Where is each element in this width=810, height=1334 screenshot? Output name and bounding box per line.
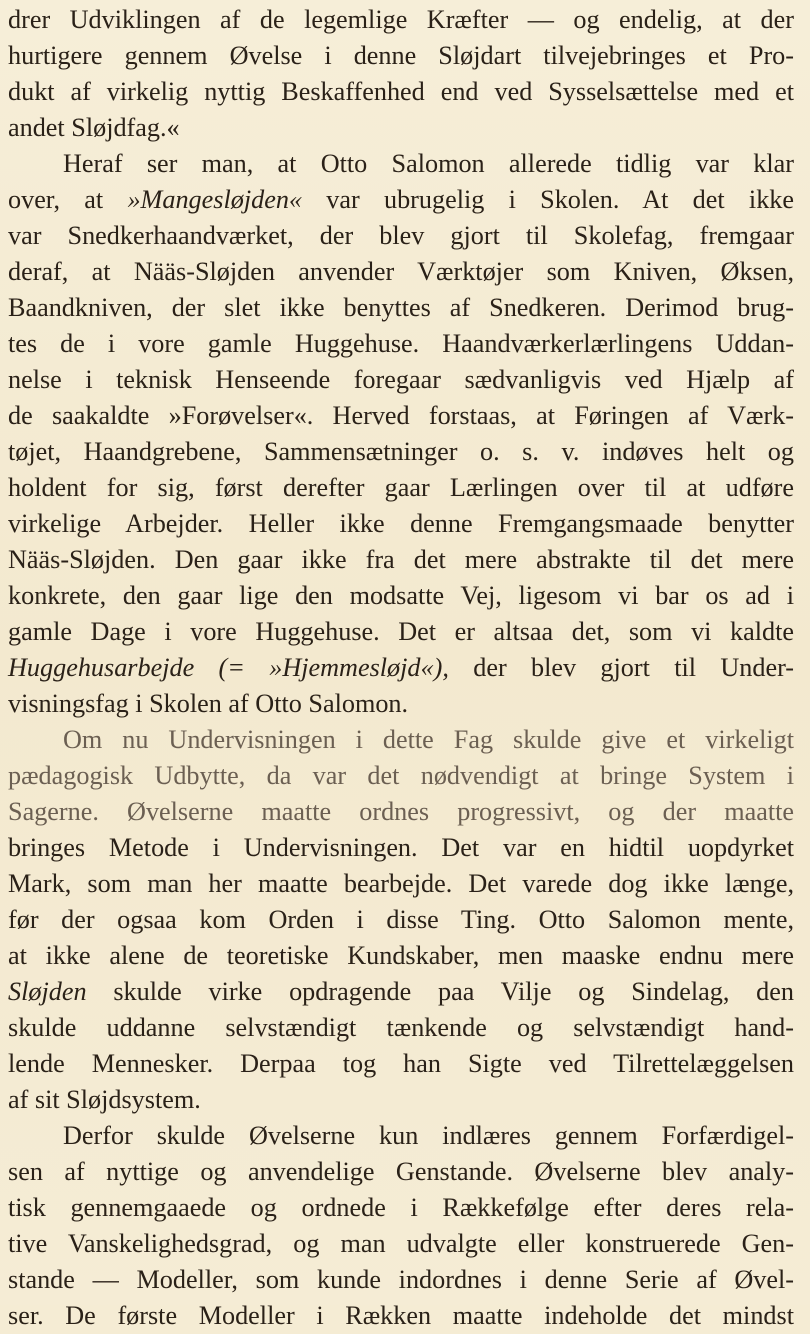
text-line: af sit Sløjdsystem.	[8, 1085, 201, 1114]
text-line: lende Mennesker. Derpaa tog han Sigte ved Tilrettelæggelsen	[8, 1049, 794, 1078]
text-line: bringes Metode i Undervisningen. Det var en hidtil uopdyrket	[8, 833, 794, 862]
text-line: drer Udviklingen af de legemlige Kræfter — og endelig, at der	[8, 5, 794, 34]
text-line: Mark, som man her maatte bearbejde. Det varede dog ikke længe,	[8, 869, 794, 898]
text-line: Heraf ser man, at Otto Salomon allerede tidlig var klar	[63, 149, 794, 178]
text-line: konkrete, den gaar lige den modsatte Vej, ligesom vi bar os ad i	[8, 581, 794, 610]
text-line: var Snedkerhaandværket, der blev gjort til Skolefag, fremgaar	[8, 221, 794, 250]
text-fragment: skulde virke opdragende paa Vilje og Sindelag, den	[113, 977, 794, 1006]
text-line: holdent for sig, først derefter gaar Lærlingen over til at udføre	[8, 473, 794, 502]
text-line: tive Vanskelighedsgrad, og man udvalgte eller konstruerede Gen-	[8, 1229, 794, 1258]
text-line: stande — Modeller, som kunde indordnes i denne Serie af Øvel-	[8, 1265, 794, 1294]
text-line-with-emphasis	[8, 650, 794, 686]
text-line: andet Sløjdfag.«	[8, 113, 180, 142]
text-line: ser. De første Modeller i Rækken maatte indeholde det mindst	[8, 1301, 794, 1330]
text-line: før der ogsaa kom Orden i disse Ting. Otto Salomon mente,	[8, 905, 794, 934]
emphasis-mangesloejden: »Mangesløjden«	[127, 185, 303, 214]
text-line: de saakaldte »Forøvelser«. Herved forstaas, at Føringen af Værk-	[8, 401, 794, 430]
text-fragment: var ubrugelig i Skolen. At det ikke	[326, 185, 795, 214]
text-line-with-emphasis	[8, 182, 794, 218]
text-line: at ikke alene de teoretiske Kundskaber, men maaske endnu mere	[8, 941, 794, 970]
text-line: sen af nyttige og anvendelige Genstande. Øvelserne blev analy-	[8, 1157, 794, 1186]
text-line: tes de i vore gamle Huggehuse. Haandværkerlærlingens Uddan-	[8, 329, 794, 358]
text-line: nelse i teknisk Henseende foregaar sædvanligvis ved Hjælp af	[8, 365, 794, 394]
text-line: pædagogisk Udbytte, da var det nødvendigt at bringe System i	[8, 761, 794, 790]
text-line: tøjet, Haandgrebene, Sammensætninger o. s. v. indøves helt og	[8, 437, 794, 466]
text-line: Om nu Undervisningen i dette Fag skulde give et virkeligt	[63, 725, 794, 754]
emphasis-sloejden: Sløjden	[8, 977, 87, 1006]
text-line: visningsfag i Skolen af Otto Salomon.	[8, 689, 409, 718]
text-line: Nääs-Sløjden. Den gaar ikke fra det mere abstrakte til det mere	[8, 545, 794, 574]
text-line: virkelige Arbejder. Heller ikke denne Fremgangsmaade benytter	[8, 509, 794, 538]
text-line: hurtigere gennem Øvelse i denne Sløjdart tilvejebringes et Pro-	[8, 41, 794, 70]
text-line-with-emphasis	[8, 974, 794, 1010]
text-line: Baandkniven, der slet ikke benyttes af Snedkeren. Derimod brug-	[8, 293, 794, 322]
text-line: gamle Dage i vore Huggehuse. Det er altsaa det, som vi kaldte	[8, 617, 794, 646]
text-fragment: over, at	[8, 185, 104, 214]
text-fragment: der blev gjort til Under-	[473, 653, 795, 682]
text-line: deraf, at Nääs-Sløjden anvender Værktøjer som Kniven, Øksen,	[8, 257, 794, 286]
text-line: dukt af virkelig nyttig Beskaffenhed end ved Sysselsættelse med et	[8, 77, 794, 106]
text-line: skulde uddanne selvstændigt tænkende og selvstændigt hand-	[8, 1013, 794, 1042]
text-line: tisk gennemgaaede og ordnede i Rækkefølge efter deres rela-	[8, 1193, 794, 1222]
text-line: Sagerne. Øvelserne maatte ordnes progressivt, og der maatte	[8, 797, 794, 826]
text-line: Derfor skulde Øvelserne kun indlæres gennem Forfærdigel-	[63, 1121, 794, 1150]
emphasis-huggehusarbejde: Huggehusarbejde (= »Hjemmesløjd«),	[8, 653, 449, 682]
